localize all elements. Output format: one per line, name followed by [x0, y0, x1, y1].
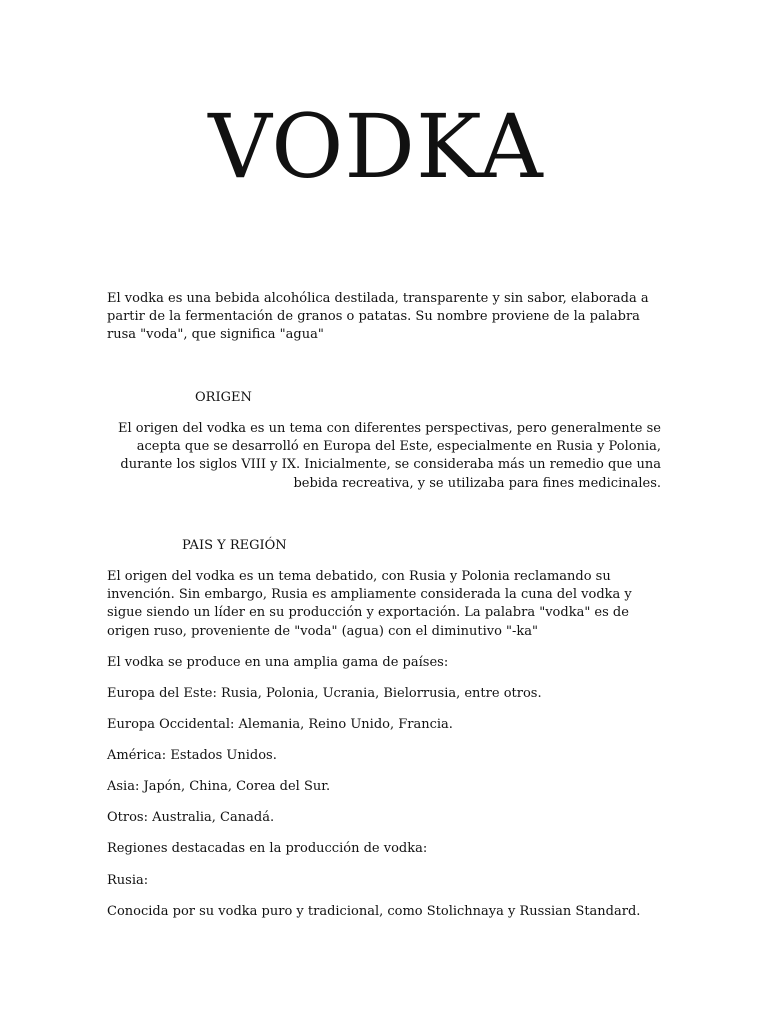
origin-paragraph: El origen del vodka es un tema con diferentes perspectivas, pero generalmente se acepta que se desarrolló en Europa del Este, especialmente en Rusia y Polonia, durante los siglos VIII y IX. Inicialmente, se consideraba más un remedio que una bebida recreativa, y se utilizaba para fines medicinales. [118, 421, 661, 491]
list-item: Conocida por su vodka puro y tradicional, como Stolichnaya y Russian Standard. [107, 904, 641, 919]
list-item: Europa Occidental: Alemania, Reino Unido, Francia. [107, 717, 453, 732]
document-title: VODKA [208, 95, 544, 198]
list-item: Regiones destacadas en la producción de vodka: [107, 841, 428, 856]
list-item: América: Estados Unidos. [107, 748, 277, 763]
list-item: Rusia: [107, 873, 149, 888]
list-item: Europa del Este: Rusia, Polonia, Ucrania, Bielorrusia, entre otros. [107, 686, 542, 701]
list-item: Asia: Japón, China, Corea del Sur. [107, 779, 331, 794]
country-region-heading: PAIS Y REGIÓN [182, 538, 287, 553]
intro-paragraph: El vodka es una bebida alcohólica destilada, transparente y sin sabor, elaborada a partir de la fermentación de granos o patatas. Su nombre proviene de la palabra rusa "voda", que significa "agua" [107, 291, 649, 343]
country-region-paragraph: El origen del vodka es un tema debatido, con Rusia y Polonia reclamando su invención. Sin embargo, Rusia es ampliamente considerada la cuna del vodka y sigue siendo un líder en su producción y exportación. La palabra "vodka" es de origen ruso, proveniente de "voda" (agua) con el diminutivo "-ka" [107, 569, 632, 639]
list-item: El vodka se produce en una amplia gama de países: [107, 655, 449, 670]
list-item: Otros: Australia, Canadá. [107, 810, 275, 825]
origin-heading: ORIGEN [195, 390, 252, 405]
